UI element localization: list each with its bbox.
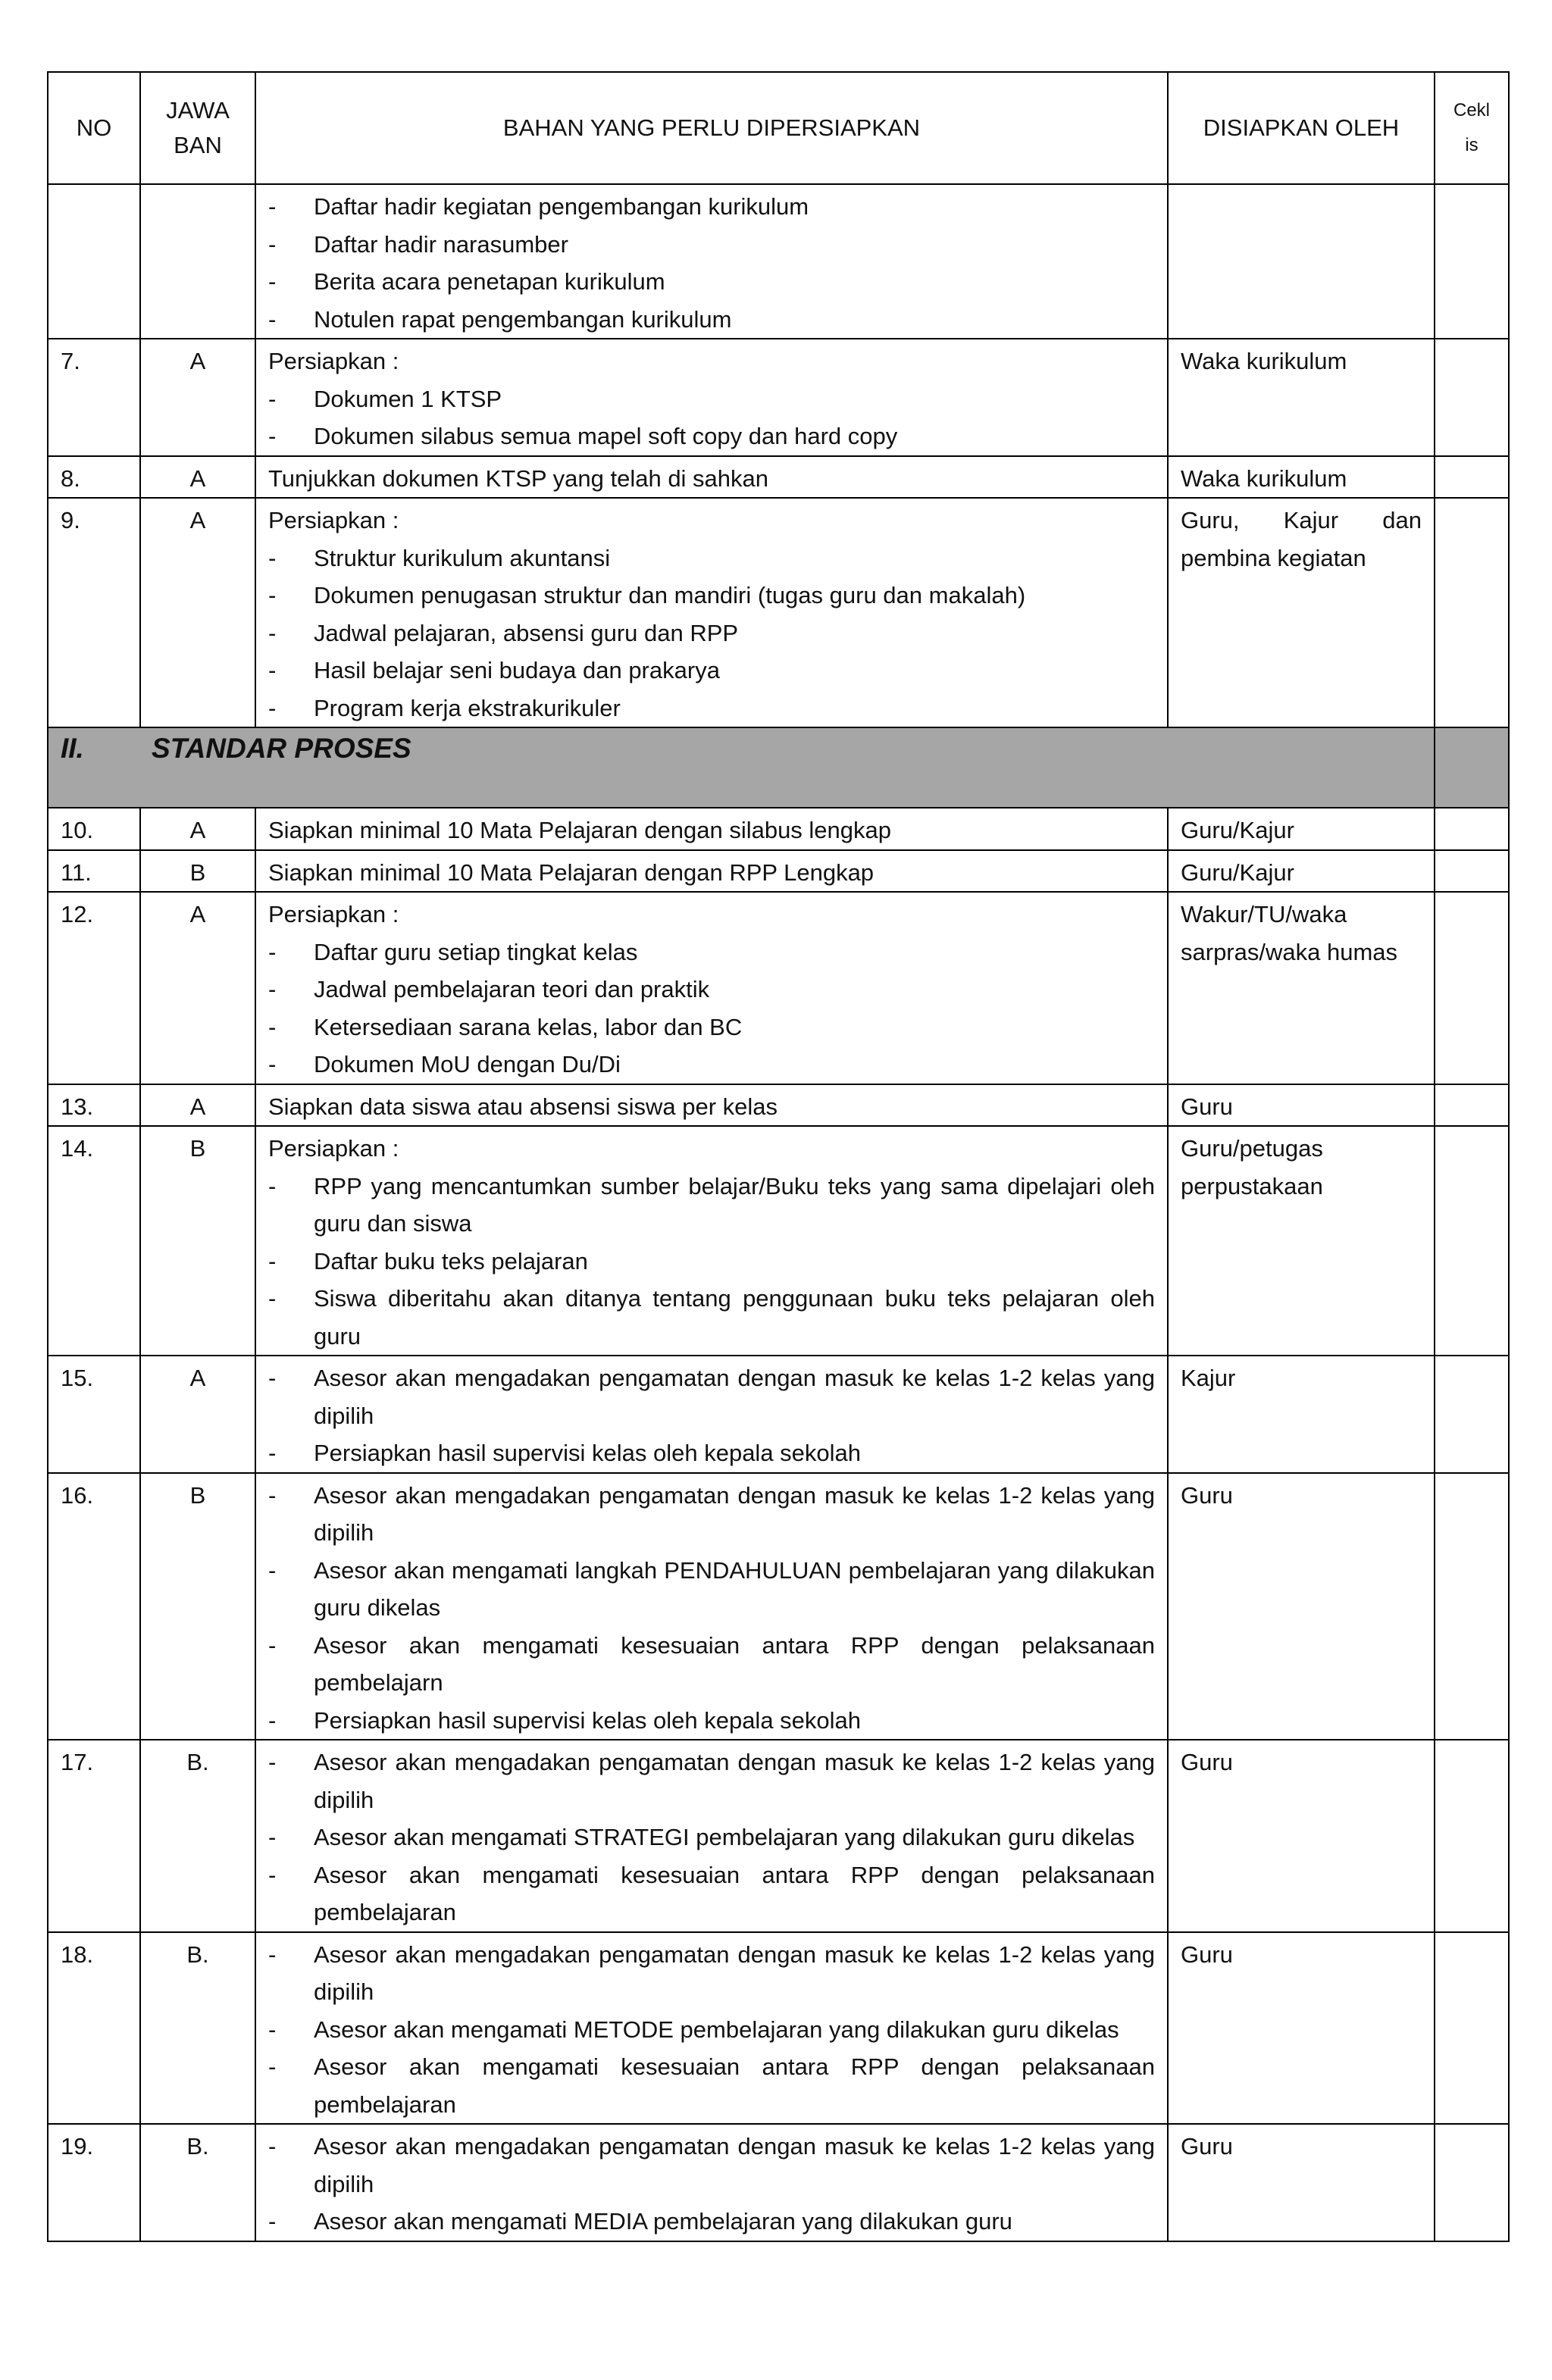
table-body-standar-proses [48,808,1509,2241]
header-bahan: BAHAN YANG PERLU DIPERSIAPKAN [255,72,1168,184]
list-item: - Ketersediaan sarana kelas, labor dan BC [268,1009,1155,1046]
row-answer: B [140,1473,255,1740]
row-checkbox-cell[interactable] [1435,1126,1509,1356]
table-row [48,1084,1509,1127]
row-answer: A [140,1356,255,1473]
row-prepared-by: Kajur [1168,1356,1435,1473]
row-answer: A [140,339,255,456]
row-number: 19. [48,2124,140,2241]
row-checkbox-cell[interactable] [1435,1084,1509,1127]
list-item: - Dokumen penugasan struktur dan mandiri (tugas guru dan makalah) [268,577,1155,615]
row-number: 8. [48,456,140,499]
row-prepared-by: Guru [1168,1740,1435,1932]
row-prepared-by: Guru [1168,1084,1435,1127]
list-item: - RPP yang mencantumkan sumber belajar/Buku teks yang sama dipelajari oleh guru dan siswa [268,1168,1155,1243]
row-materials [255,1356,1168,1473]
list-item: - Notulen rapat pengembangan kurikulum [268,301,1155,339]
header-jawaban [140,72,255,184]
row-prepared-by [1168,184,1435,339]
row-number: 10. [48,808,140,850]
list-item: - Struktur kurikulum akuntansi [268,539,1155,577]
table-body-section [48,727,1509,808]
list-item: - Asesor akan mengamati STRATEGI pembelajaran yang dilakukan guru dikelas [268,1819,1155,1856]
row-prepared-by: Waka kurikulum [1168,339,1435,456]
row-number: 15. [48,1356,140,1473]
list-item: - Dokumen MoU dengan Du/Di [268,1046,1155,1084]
row-materials [255,1740,1168,1932]
row-number: 12. [48,892,140,1084]
row-answer: B [140,850,255,893]
table-row [48,892,1509,1084]
table-row [48,184,1509,339]
row-intro-text: Siapkan minimal 10 Mata Pelajaran dengan silabus lengkap [268,817,892,843]
row-prepared-by: Guru [1168,2124,1435,2241]
row-answer: A [140,498,255,727]
row-checkbox-cell[interactable] [1435,498,1509,727]
list-item: - Daftar hadir kegiatan pengembangan kurikulum [268,188,1155,226]
row-prepared-by: Guru [1168,1473,1435,1740]
row-intro-text: Siapkan data siswa atau absensi siswa per kelas [268,1093,778,1120]
header-disiapkan-oleh: DISIAPKAN OLEH [1168,72,1435,184]
row-materials [255,2124,1168,2241]
header-jawaban-line1: JAWA [166,97,230,124]
header-jawaban-line2: BAN [174,132,222,158]
header-no: NO [48,72,140,184]
row-checkbox-cell[interactable] [1435,1356,1509,1473]
row-item-list [268,1168,1155,1356]
row-materials [255,892,1168,1084]
list-item: - Dokumen 1 KTSP [268,380,1155,418]
list-item: - Asesor akan mengamati kesesuaian antara RPP dengan pelaksanaan pembelajaran [268,1856,1155,1931]
table-row [48,339,1509,456]
row-materials [255,850,1168,893]
list-item: - Jadwal pembelajaran teori dan praktik [268,971,1155,1009]
row-materials [255,1473,1168,1740]
row-checkbox-cell[interactable] [1435,808,1509,850]
list-item: - Asesor akan mengamati kesesuaian antara RPP dengan pelaksanaan pembelajarn [268,1627,1155,1702]
row-intro-text: Persiapkan : [268,1135,399,1162]
row-prepared-by: Waka kurikulum [1168,456,1435,499]
table-header-row [48,72,1509,184]
row-answer: B. [140,1740,255,1932]
document-page [47,71,1510,2242]
list-item: - Berita acara penetapan kurikulum [268,263,1155,301]
row-item-list [268,1359,1155,1472]
row-number: 17. [48,1740,140,1932]
row-checkbox-cell[interactable] [1435,339,1509,456]
row-number: 14. [48,1126,140,1356]
checklist-table [47,71,1510,2242]
row-item-list [268,188,1155,338]
row-checkbox-cell[interactable] [1435,2124,1509,2241]
row-answer: B [140,1126,255,1356]
row-number: 13. [48,1084,140,1127]
row-intro-text: Persiapkan : [268,507,399,533]
row-materials [255,184,1168,339]
row-number: 16. [48,1473,140,1740]
table-row [48,498,1509,727]
list-item: - Asesor akan mengamati METODE pembelajaran yang dilakukan guru dikelas [268,2011,1155,2049]
row-answer [140,184,255,339]
table-row [48,1473,1509,1740]
row-checkbox-cell[interactable] [1435,1473,1509,1740]
row-answer: B. [140,1932,255,2125]
section-row [48,727,1509,808]
row-item-list [268,1477,1155,1740]
row-materials [255,808,1168,850]
row-materials [255,456,1168,499]
row-prepared-by: Guru/Kajur [1168,850,1435,893]
row-checkbox-cell[interactable] [1435,1932,1509,2125]
table-body-standar-isi [48,184,1509,727]
header-ceklis-line2: is [1465,135,1478,155]
list-item: - Asesor akan mengamati MEDIA pembelajaran yang dilakukan guru [268,2203,1155,2241]
list-item: - Asesor akan mengadakan pengamatan dengan masuk ke kelas 1-2 kelas yang dipilih [268,1359,1155,1434]
table-row [48,1740,1509,1932]
section-ceklis-cell [1435,727,1509,808]
row-materials [255,339,1168,456]
list-item: - Jadwal pelajaran, absensi guru dan RPP [268,615,1155,652]
row-checkbox-cell[interactable] [1435,1740,1509,1932]
list-item: - Siswa diberitahu akan ditanya tentang penggunaan buku teks pelajaran oleh guru [268,1280,1155,1355]
row-intro-text: Persiapkan : [268,901,399,927]
row-answer: A [140,892,255,1084]
table-row [48,1356,1509,1473]
row-intro-text: Persiapkan : [268,348,399,374]
row-number: 11. [48,850,140,893]
row-answer: A [140,808,255,850]
section-number: II. [61,733,84,764]
row-number: 7. [48,339,140,456]
row-answer: B. [140,2124,255,2241]
row-intro-text: Tunjukkan dokumen KTSP yang telah di sahkan [268,464,769,492]
section-title-cell [48,727,1435,808]
table-row [48,1932,1509,2125]
row-item-list [268,1744,1155,1931]
row-item-list [268,1936,1155,2124]
row-item-list [268,934,1155,1084]
section-title: STANDAR PROSES [152,733,411,764]
list-item: - Daftar guru setiap tingkat kelas [268,934,1155,971]
row-prepared-by: Guru [1168,1932,1435,2125]
list-item: - Daftar buku teks pelajaran [268,1243,1155,1281]
header-ceklis [1435,72,1509,184]
row-prepared-by: Guru/Kajur [1168,808,1435,850]
list-item: - Daftar hadir narasumber [268,226,1155,264]
list-item: - Asesor akan mengadakan pengamatan dengan masuk ke kelas 1-2 kelas yang dipilih [268,1477,1155,1552]
row-intro-text: Siapkan minimal 10 Mata Pelajaran dengan RPP Lengkap [268,858,875,886]
list-item: - Program kerja ekstrakurikuler [268,690,1155,727]
row-item-list [268,539,1155,727]
list-item: - Asesor akan mengadakan pengamatan dengan masuk ke kelas 1-2 kelas yang dipilih [268,1936,1155,2011]
table-row [48,456,1509,499]
row-answer: A [140,1084,255,1127]
table-row [48,808,1509,850]
list-item: - Persiapkan hasil supervisi kelas oleh kepala sekolah [268,1434,1155,1472]
row-item-list [268,2128,1155,2241]
list-item: - Asesor akan mengadakan pengamatan dengan masuk ke kelas 1-2 kelas yang dipilih [268,2128,1155,2203]
list-item: - Asesor akan mengamati kesesuaian antara RPP dengan pelaksanaan pembelajaran [268,2048,1155,2123]
row-prepared-by: Guru, Kajur dan pembina kegiatan [1168,498,1435,727]
row-prepared-by: Guru/petugas perpustakaan [1168,1126,1435,1356]
list-item: - Asesor akan mengadakan pengamatan dengan masuk ke kelas 1-2 kelas yang dipilih [268,1744,1155,1819]
row-number [48,184,140,339]
row-materials [255,1084,1168,1127]
table-row [48,1126,1509,1356]
row-answer: A [140,456,255,499]
list-item: - Hasil belajar seni budaya dan prakarya [268,652,1155,690]
row-number: 9. [48,498,140,727]
table-row [48,2124,1509,2241]
row-checkbox-cell[interactable] [1435,892,1509,1084]
list-item: - Dokumen silabus semua mapel soft copy dan hard copy [268,418,1155,455]
row-materials [255,1126,1168,1356]
list-item: - Asesor akan mengamati langkah PENDAHULUAN pembelajaran yang dilakukan guru dikelas [268,1552,1155,1627]
list-item: - Persiapkan hasil supervisi kelas oleh kepala sekolah [268,1702,1155,1740]
row-number: 18. [48,1932,140,2125]
row-prepared-by: Wakur/TU/waka sarpras/waka humas [1168,892,1435,1084]
row-checkbox-cell[interactable] [1435,456,1509,499]
row-checkbox-cell[interactable] [1435,184,1509,339]
row-materials [255,498,1168,727]
header-ceklis-line1: Cekl [1453,100,1490,120]
table-row [48,850,1509,893]
row-item-list [268,380,1155,455]
row-checkbox-cell[interactable] [1435,850,1509,893]
row-materials [255,1932,1168,2125]
